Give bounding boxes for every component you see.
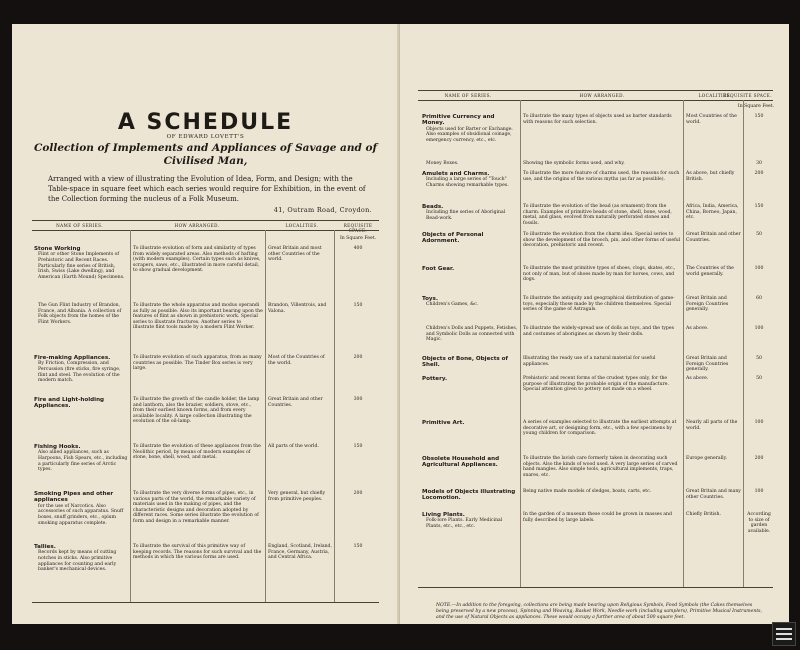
intro-text: Arranged with a view of illustrating the Evolution of Idea, Form, and Design; with the Table-space in square feet which each series would require for Exhibition, in the event of the Collection forming the nucleus of a Folk Museum. bbox=[48, 175, 366, 203]
address: 41, Outram Road, Croydon. bbox=[273, 206, 372, 214]
arrangement-cell: To illustrate the most primitive types of shoes, clogs, skates, etc., not only of man, but of shoes made by man for horses, cows, and dogs. bbox=[523, 266, 676, 283]
space-cell: 150 bbox=[353, 444, 363, 449]
column-divider bbox=[130, 230, 131, 602]
series-cell bbox=[422, 161, 518, 167]
space-cell: 150 bbox=[353, 303, 363, 308]
series-cell bbox=[422, 114, 518, 144]
series-cell bbox=[34, 246, 128, 280]
col-header-name: NAME OF SERIES. bbox=[56, 223, 103, 228]
series-cell bbox=[34, 303, 128, 325]
series-name: Obsolete Household and Agricultural Appliances. bbox=[422, 456, 500, 469]
localities-cell: Most of the Countries of the world. bbox=[268, 355, 325, 366]
series-name: Primitive Art. bbox=[422, 420, 465, 426]
column-divider bbox=[683, 100, 684, 587]
series-cell bbox=[422, 356, 518, 369]
series-cell bbox=[422, 456, 518, 469]
space-cell: 200 bbox=[754, 456, 764, 461]
series-description: Money Boxes. bbox=[426, 161, 459, 166]
series-description: By Friction, Compression, and Percussion (fire sticks, fire syringe, flint and steel. The evolution of the modern match. bbox=[38, 361, 121, 384]
series-description: Flint or other Stone Implements of Prehistoric and Recent Races. Particularly fine series of British, Irish, Swiss (Lake dwelling), and American (Earth Mound) Specimens. bbox=[38, 252, 125, 280]
space-cell: 100 bbox=[754, 266, 764, 271]
arrangement-cell: To illustrate the very diverse forms of pipes, etc., in various parts of the world, the remarkable variety of materials used in the making of pipes, and the characteristic designs and decoration adopted by different races. Some series illustrate the evolution of form and design in a remarkable manner. bbox=[133, 491, 259, 524]
series-name: Fire and Light-holding Appliances. bbox=[34, 397, 105, 410]
space-unit: In Square Feet. bbox=[737, 104, 774, 109]
localities-cell: As above. bbox=[686, 376, 709, 381]
column-divider bbox=[520, 100, 521, 587]
column-divider bbox=[265, 230, 266, 602]
col-header-arranged: HOW ARRANGED. bbox=[174, 223, 220, 228]
series-name: Amulets and Charms. bbox=[422, 171, 490, 177]
series-description: Records kept by means of cutting notches in sticks. Also primitive appliances for counting and early banker's mechanical devices. bbox=[38, 550, 117, 573]
series-cell bbox=[422, 296, 518, 308]
space-cell: 50 bbox=[756, 232, 762, 237]
series-cell bbox=[422, 266, 518, 272]
localities-cell: Brandon, Villentrois, and Valona. bbox=[268, 303, 327, 314]
series-description: Children's Dolls and Puppets, Fetishes, and Symbolic Dolls as connected with Magic. bbox=[426, 326, 518, 343]
localities-cell: Great Britain and other Countries. bbox=[686, 232, 741, 243]
space-cell: 400 bbox=[353, 246, 363, 251]
collection-heading: Collection of Implements and Appliances of Savage and of Civilised Man, bbox=[33, 142, 377, 167]
arrangement-cell: Being native made models of sledges, boats, carts, etc. bbox=[523, 489, 652, 494]
series-description: Folk-lore Plants. Early Medicinal Plants, etc., etc., etc. bbox=[426, 518, 503, 529]
arrangement-cell: A series of examples selected to illustrate the earliest attempts at decorative art, or designing form, etc., with a few specimens by young children for comparison. bbox=[523, 420, 677, 437]
localities-cell: Great Britain and many other Countries. bbox=[686, 489, 741, 500]
localities-cell: Great Britain and most other Countries of the world. bbox=[268, 246, 322, 263]
arrangement-cell: To illustrate evolution of form and similarity of types from widely separated areas. Also methods of hafting (with modern examples). Certain types such as knives, scrapers, saws, etc., illustrated in more careful detail, to show gradual development. bbox=[133, 246, 261, 274]
space-cell: According to size of garden available. bbox=[747, 512, 771, 534]
schedule-title: A SCHEDULE bbox=[117, 110, 294, 135]
localities-cell: Africa, India, America, China, Borneo, Japan, etc. bbox=[686, 204, 739, 221]
footnote: NOTE.—In addition to the foregoing, collections are being made bearing upon Religious Symbols, Food Symbols (the Cakes themselves being preserved by a new process), Spinning and Weaving, Basket Work, Needle-work (including samplers), Primitive Musical Instruments, and the use of Natural Objects as appliances. These would occupy a further area of about 500 square feet. bbox=[436, 603, 762, 620]
series-cell bbox=[34, 544, 128, 573]
series-cell bbox=[422, 376, 518, 382]
localities-cell: England, Scotland, Ireland, France, Germany, Austria, and Central Africa. bbox=[268, 544, 332, 561]
right-page bbox=[399, 24, 789, 624]
space-cell: 200 bbox=[353, 355, 363, 360]
arrangement-cell: To illustrate the evolution from the charm idea. Special series to show the development of the brooch, pin, and other forms of useful decoration, prehistoric and recent. bbox=[523, 232, 681, 249]
series-cell bbox=[422, 489, 518, 502]
localities-cell: As above, but chiefly British. bbox=[686, 171, 735, 182]
series-name: Tallies. bbox=[34, 544, 56, 550]
column-divider bbox=[334, 230, 335, 602]
localities-cell: All parts of the world. bbox=[268, 444, 319, 449]
space-cell: 50 bbox=[756, 376, 762, 381]
arrangement-cell: Prehistoric and recent forms of the crudest types only, for the purpose of illustrating the probable origin of the manufacture. Special attention given to pottery not made on a wheel. bbox=[523, 376, 669, 393]
series-name: Toys. bbox=[422, 296, 439, 302]
space-cell: 150 bbox=[754, 114, 764, 119]
byline: OF EDWARD LOVETT'S bbox=[166, 134, 245, 140]
col-header-space: REQUISITE SPACE. bbox=[723, 93, 772, 98]
series-description: The Gun Flint Industry of Brandon, France, and Albania. A collection of Folk objects from the homes of the Flint Workers. bbox=[38, 303, 122, 325]
series-cell bbox=[34, 491, 128, 526]
column-divider bbox=[743, 100, 744, 587]
space-cell: 150 bbox=[353, 544, 363, 549]
space-cell: 50 bbox=[756, 356, 762, 361]
series-description: Including a large series of "Touch" Charms showing remarkable types. bbox=[426, 177, 509, 188]
series-name: Living Plants. bbox=[422, 512, 465, 518]
left-page bbox=[12, 24, 399, 624]
header-rule bbox=[418, 100, 773, 101]
col-header-arranged: HOW ARRANGED. bbox=[579, 93, 625, 98]
series-name: Primitive Currency and Money. bbox=[422, 114, 495, 127]
table-bottom-rule bbox=[32, 602, 379, 603]
series-name: Objects of Personal Adornment. bbox=[422, 232, 484, 245]
localities-cell: Great Britain and Foreign Countries generally. bbox=[686, 356, 729, 373]
space-cell: 100 bbox=[754, 420, 764, 425]
series-name: Models of Objects illustrating Locomotion. bbox=[422, 489, 516, 502]
col-header-name: NAME OF SERIES. bbox=[444, 93, 492, 98]
localities-cell: Great Britain and other Countries. bbox=[268, 397, 323, 408]
series-cell bbox=[422, 232, 518, 245]
arrangement-cell: To illustrate the survival of this primitive way of keeping records. The reasons for such survival and the methods in which the various forms are used. bbox=[133, 544, 262, 561]
arrangement-cell: To illustrate the lavish care formerly taken in decorating such objects. Also the kinds of wood used. A very large series of carved hand mangles. Also simple tools, agricultural implements, traps, snares, etc. bbox=[523, 456, 678, 478]
series-description: Objects used for Barter or Exchange. Also examples of obsidional coinage, emergency currency, etc., etc. bbox=[426, 126, 513, 143]
series-name: Fire-making Appliances. bbox=[34, 355, 111, 361]
series-cell bbox=[34, 355, 128, 384]
localities-cell: Great Britain and Foreign Countries generally. bbox=[686, 296, 729, 313]
arrangement-cell: Showing the symbolic forms used, and why. bbox=[523, 161, 625, 166]
series-description: for the use of Narcotics. Also accessories of such apparatus. Snuff boxes, snuff grinders, etc., opium smoking apparatus complete. bbox=[38, 503, 124, 526]
arrangement-cell: To illustrate the more feature of charms used, the reasons for such use, and the origins of the various myths (as far as possible). bbox=[523, 171, 680, 182]
localities-cell: Very general, but chiefly from primitive peoples. bbox=[268, 491, 326, 502]
series-name: Stone Working bbox=[34, 246, 81, 252]
space-cell: 100 bbox=[754, 489, 764, 494]
arrangement-cell: To illustrate the antiquity and geographical distribution of game-toys, especially those made by the children themselves. Special series of the game of Astragals. bbox=[523, 296, 675, 313]
arrangement-cell: To illustrate evolution of such apparatus, from as many countries as possible. The Tinder Box series is very large. bbox=[133, 355, 262, 372]
arrangement-cell: To illustrate the evolution of the bead (as ornament) from the charm. Examples of primitive beads of stone, shell, bone, wood, metal, and glass, evolved from naturally perforated stones and fossils. bbox=[523, 204, 672, 226]
arrangement-cell: To illustrate the whole apparatus and modus operandi as fully as possible. Also its important bearing upon the features of flint as shown in prehistoric work. Special series to illustrate fractures. Another series to illustrate flint tools made by a modern Flint Worker. bbox=[133, 303, 263, 331]
series-cell bbox=[422, 204, 518, 222]
col-header-localities: LOCALITIES. bbox=[285, 223, 319, 228]
series-cell bbox=[422, 420, 518, 426]
series-cell bbox=[34, 397, 128, 410]
series-name: Smoking Pipes and other appliances bbox=[34, 491, 114, 504]
space-unit: In Square Feet. bbox=[339, 236, 377, 241]
series-name: Fishing Hooks. bbox=[34, 444, 81, 450]
table-top-rule bbox=[418, 90, 773, 91]
table-top-rule bbox=[32, 220, 379, 221]
arrangement-cell: To illustrate the widely-spread use of dolls as toys, and the types and costumes of aborigines as shown by their dolls. bbox=[523, 326, 674, 337]
col-header-localities: LOCALITIES. bbox=[698, 93, 732, 98]
localities-cell: Most Countries of the world. bbox=[686, 114, 737, 125]
space-cell: 100 bbox=[754, 326, 764, 331]
series-name: Foot Gear. bbox=[422, 266, 455, 272]
color-scale-marker bbox=[772, 622, 796, 646]
header-rule bbox=[32, 230, 379, 231]
series-cell bbox=[422, 326, 518, 343]
space-cell: 150 bbox=[754, 204, 764, 209]
space-cell: 200 bbox=[353, 491, 363, 496]
arrangement-cell: To illustrate the evolution of these appliances from the Neolithic period, by means of modern examples of stone, bone, shell, wood, and metal. bbox=[133, 444, 261, 461]
localities-cell: Chiefly British. bbox=[686, 512, 721, 517]
series-cell bbox=[34, 444, 128, 473]
space-cell: 60 bbox=[756, 296, 762, 301]
arrangement-cell: Illustrating the ready use of a natural material for useful appliances. bbox=[523, 356, 656, 367]
space-cell: 200 bbox=[754, 171, 764, 176]
series-name: Objects of Bone, Objects of Shell. bbox=[422, 356, 508, 369]
series-cell bbox=[422, 171, 518, 189]
localities-cell: As above. bbox=[686, 326, 709, 331]
space-cell: 300 bbox=[353, 397, 363, 402]
space-cell: 30 bbox=[756, 161, 762, 166]
arrangement-cell: In the garden of a museum these could be grown in masses and fully described by large labels. bbox=[523, 512, 672, 523]
localities-cell: Nearly all parts of the world. bbox=[686, 420, 738, 431]
col-header-space: REQUISITE SPACE. bbox=[343, 223, 373, 233]
series-name: Pottery. bbox=[422, 376, 448, 382]
series-description: Including fine series of Aboriginal Bead-work. bbox=[426, 210, 506, 221]
table-bottom-rule bbox=[418, 587, 773, 588]
localities-cell: Europe generally. bbox=[686, 456, 728, 461]
localities-cell: The Countries of the world generally. bbox=[686, 266, 734, 277]
arrangement-cell: To illustrate the many types of objects used as barter standards with reasons for such selection. bbox=[523, 114, 672, 125]
series-name: Beads. bbox=[422, 204, 444, 210]
arrangement-cell: To illustrate the growth of the candle holder, the lamp and lanthorn, also the brazier, soldiers, stove, etc., from their earliest known forms, and from every available locality. A large collection illustrating the evolution of the oil-lamp. bbox=[133, 397, 260, 425]
series-description: Children's Games, &c. bbox=[426, 302, 479, 308]
series-cell bbox=[422, 512, 518, 530]
series-description: Also allied appliances, such as Harpoons, Fish Spears, etc., including a particularly fine series of Arctic types. bbox=[38, 450, 128, 473]
